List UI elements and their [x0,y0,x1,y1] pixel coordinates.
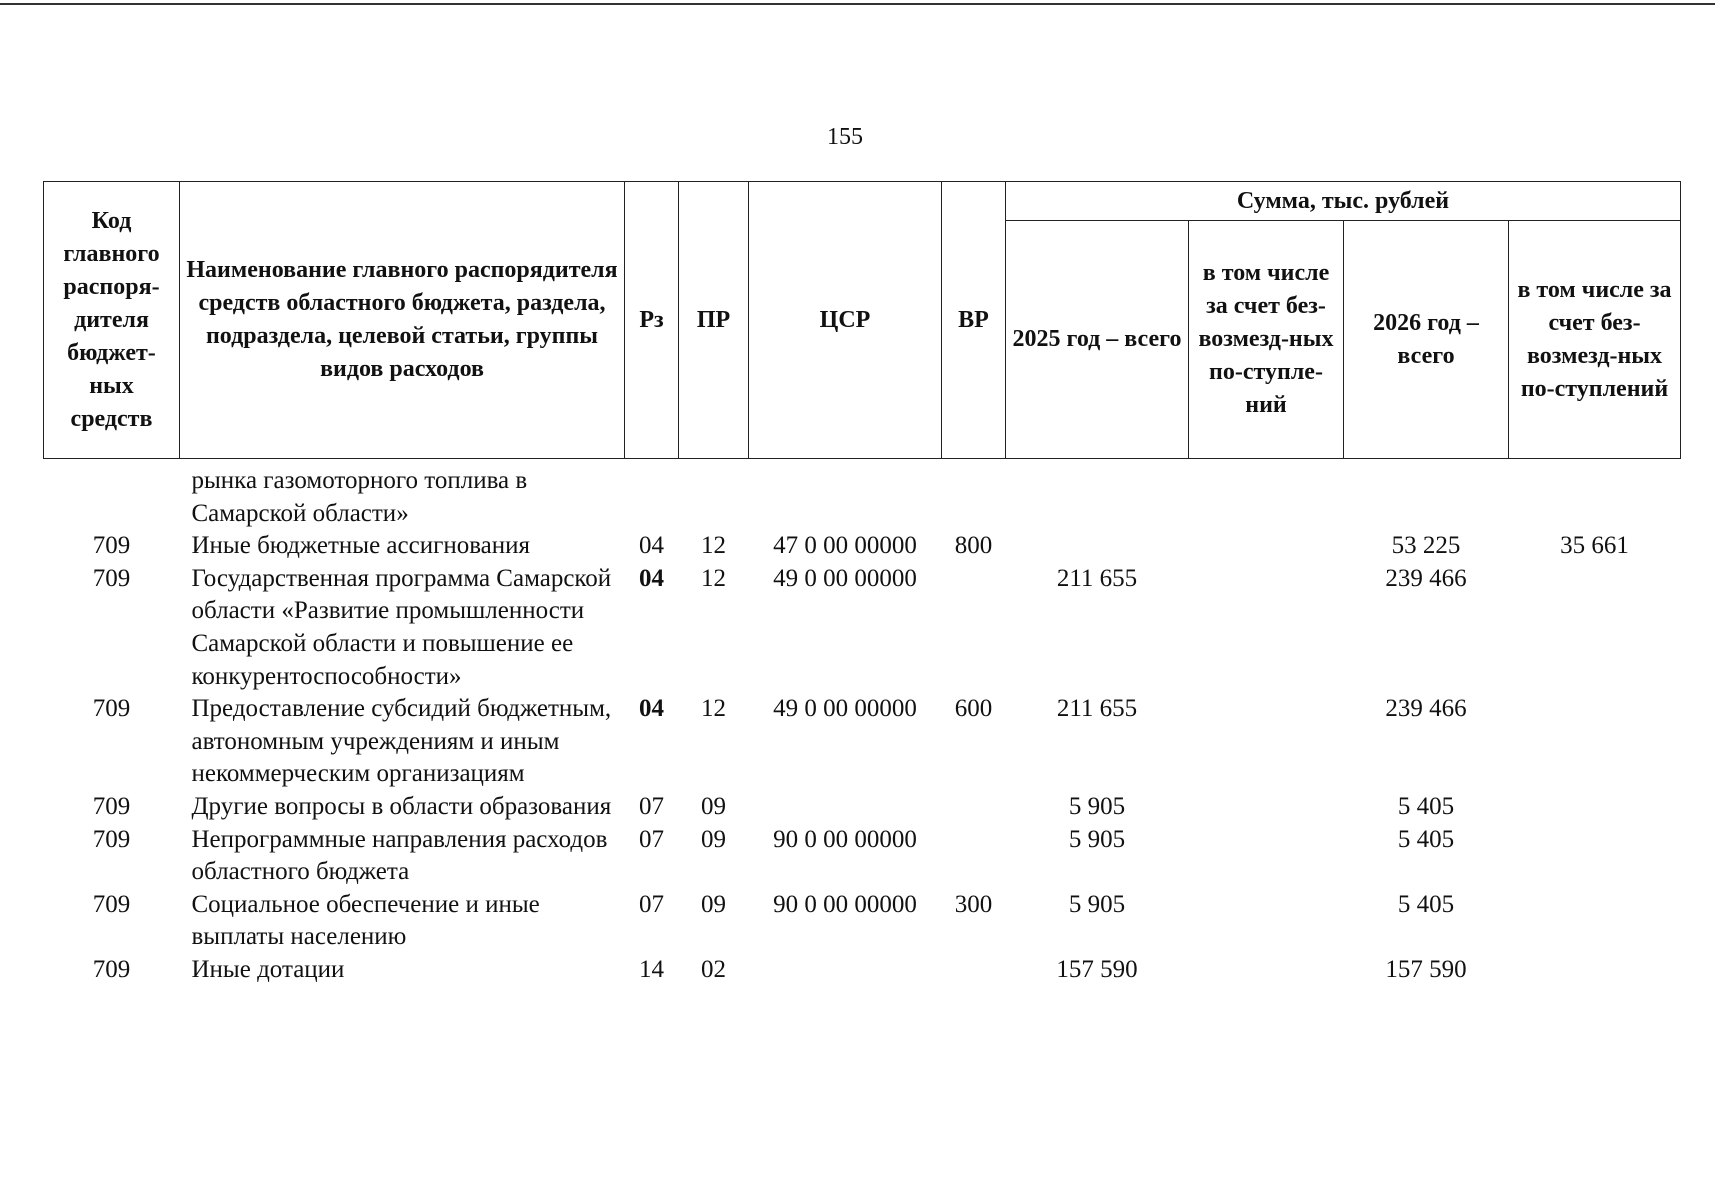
row-2025-free [1189,693,1344,791]
table-row [44,954,1681,987]
row-2026-total [1344,459,1509,531]
row-rz [625,459,679,531]
table-body [44,459,1681,987]
row-2025-total: 211 655 [1056,695,1138,723]
row-code: 709 [92,564,131,592]
row-pr: 09 [701,792,726,820]
row-2025-total: 5 905 [1068,825,1126,853]
top-rule [0,3,1715,5]
header-rz: Рз [625,182,679,459]
row-2025-free [1189,459,1344,531]
header-name: Наименование главного распорядителя средств областного бюджета, раздела, подраздела, целевой статьи, группы видов расходов [180,182,625,459]
row-vr [942,563,1006,693]
row-code: 709 [92,695,131,723]
row-vr [942,824,1006,889]
row-2025-total: 5 905 [1068,792,1126,820]
header-code: Код главного распоря-дителя бюджет-ных средств [44,182,180,459]
row-2026-total: 53 225 [1391,532,1461,560]
row-vr: 800 [954,532,993,560]
row-name: Другие вопросы в области образования [191,792,612,820]
row-name: Непрограммные направления расходов областного бюджета [191,825,608,886]
row-2026-free [1509,791,1681,824]
row-rz: 04 [639,564,664,592]
row-vr [942,459,1006,531]
row-2025-free [1189,563,1344,693]
row-csr [749,791,942,824]
row-code: 709 [92,890,131,918]
header-csr: ЦСР [749,182,942,459]
header-vr: ВР [942,182,1006,459]
row-2026-free [1509,889,1681,954]
row-2026-total: 157 590 [1385,955,1467,983]
row-2026-free [1509,954,1681,987]
row-pr: 09 [701,825,726,853]
row-2025-total [1006,459,1189,531]
row-2026-total: 239 466 [1385,564,1467,592]
row-pr: 02 [701,955,726,983]
row-2026-total: 239 466 [1385,695,1467,723]
row-csr: 49 0 00 00000 [773,695,917,723]
table-row [44,693,1681,791]
row-2025-free [1189,791,1344,824]
row-vr: 600 [954,695,993,723]
row-name: рынка газомоторного топлива в Самарской области» [191,467,528,527]
row-2026-free [1509,824,1681,889]
row-2026-free: 35 661 [1560,532,1629,560]
row-2025-free [1189,530,1344,563]
row-name: Иные дотации [191,955,345,983]
budget-table [43,181,1681,987]
row-csr [749,459,942,531]
header-2026-free: в том числе за счет без-возмезд-ных по-ступлений [1509,221,1681,459]
row-rz: 04 [639,695,664,723]
row-rz: 14 [639,955,664,983]
row-pr: 09 [701,890,726,918]
table-row [44,824,1681,889]
header-2025-free: в том числе за счет без-возмезд-ных по-ступле-ний [1189,221,1344,459]
row-pr: 12 [701,564,726,592]
row-2026-free [1509,459,1681,531]
row-pr: 12 [701,695,726,723]
row-vr: 300 [954,890,993,918]
row-name: Государственная программа Самарской области «Развитие промышленности Самарской области и повышение ее конкурентоспособности» [191,564,612,690]
header-sum: Сумма, тыс. рублей [1006,182,1681,221]
row-name: Иные бюджетные ассигнования [191,532,531,560]
row-csr: 90 0 00 00000 [773,890,917,918]
row-2026-total: 5 405 [1397,825,1455,853]
row-csr [749,954,942,987]
row-csr: 49 0 00 00000 [773,564,917,592]
row-code: 709 [92,825,131,853]
row-2026-free [1509,563,1681,693]
row-2025-free [1189,824,1344,889]
row-rz: 04 [639,532,664,560]
row-csr: 47 0 00 00000 [773,532,917,560]
row-2025-total [1006,530,1189,563]
row-2026-total: 5 405 [1397,890,1455,918]
row-2026-free [1509,693,1681,791]
row-pr: 12 [701,532,726,560]
row-2025-total: 5 905 [1068,890,1126,918]
table-row [44,889,1681,954]
row-2025-total: 157 590 [1056,955,1138,983]
row-vr [942,954,1006,987]
table-row [44,563,1681,693]
row-rz: 07 [639,890,664,918]
row-csr: 90 0 00 00000 [773,825,917,853]
header-2025-total: 2025 год – всего [1006,221,1189,459]
header-2026-total: 2026 год – всего [1344,221,1509,459]
row-code: 709 [92,792,131,820]
row-pr [679,459,749,531]
header-pr: ПР [679,182,749,459]
row-code: 709 [92,532,131,560]
row-rz: 07 [639,792,664,820]
row-vr [942,791,1006,824]
table-row [44,791,1681,824]
page-number: 155 [827,124,863,150]
row-code: 709 [92,955,131,983]
row-2025-free [1189,889,1344,954]
row-rz: 07 [639,825,664,853]
table-row [44,459,1681,531]
table-row [44,530,1681,563]
row-2026-total: 5 405 [1397,792,1455,820]
row-2025-free [1189,954,1344,987]
row-code [44,459,180,531]
row-2025-total: 211 655 [1056,564,1138,592]
row-name: Социальное обеспечение и иные выплаты населению [191,890,540,951]
row-name: Предоставление субсидий бюджетным, автономным учреждениям и иным некоммерческим организациям [191,695,612,788]
